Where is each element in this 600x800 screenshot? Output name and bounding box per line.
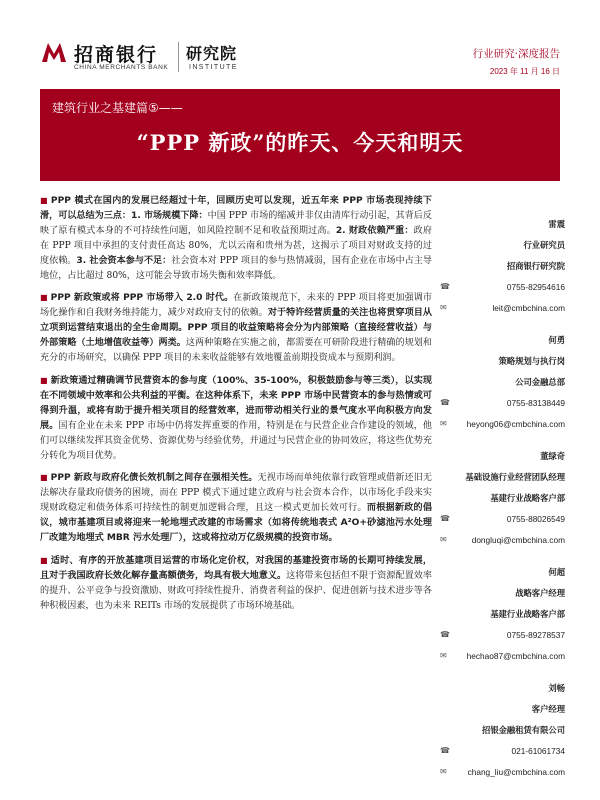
summary-paragraph: ■ PPP 新政与政府化债长效机制之间存在强相关性。无视市场而单纯依靠行政管理或借新还旧无法解决存量政府债务的困境，而在 PPP 模式下通过建立政府与社会资本合作，以市场化手段来实现财政稳定和债务体系可持续性的制更加逻辑合理，且这一模式更加长效可行。而根据新政的倡议，城市基建项目或将迎来一轮地埋式改建的市场需求（如将传统地表式 A²O+砂滤池污水处理厂改建为地埋式 MBR 污水处理厂），这或将拉动万亿级规模的投资市场。: [40, 473, 432, 544]
analyst-email[interactable]: ✉ heyong06@cmbchina.com: [440, 419, 565, 429]
phone-icon: ☎: [440, 398, 450, 407]
analyst-name: 何勇: [548, 335, 565, 345]
analyst-name: 董绿奇: [540, 451, 565, 461]
bullet-square-icon: ■: [40, 555, 48, 565]
bullet-square-icon: ■: [40, 473, 48, 483]
email-icon: ✉: [440, 419, 447, 428]
report-series: 建筑行业之基建篇⑤——: [52, 101, 183, 115]
analyst-phone: ☎ 0755-83138449: [440, 398, 565, 408]
email-icon: ✉: [440, 651, 447, 660]
bullet-square-icon: ■: [40, 293, 48, 303]
summary-body: [40, 194, 432, 622]
analyst-role: 行业研究员: [523, 240, 565, 250]
summary-paragraph: ■ 适时、有序的开放基建项目运营的市场化定价权，对我国的基建投资市场的长期可持续发展，且对于我国政府长效化解存量高额债务，均具有极大地意义。这将带来包括但不限于资源配置效率的提升、公平竞争与投资激励、财政可持续性提升、消费者利益的保护、促进创新与技术进步等各种积极因素，也为未来 REITs 市场的发展提供了市场环境基础。: [40, 555, 432, 611]
analyst-name: 雷震: [548, 219, 565, 229]
summary-paragraph: ■ PPP 模式在国内的发展已经超过十年，回顾历史可以发现，近五年来 PPP 市场表现持续下滑，可以总结为三点：1. 市场规模下降：中国 PPP 市场的缩减并非仅由清库行动引起，其背后反映了原有模式本身的不可持续性问题，如风险控制不足和收益预期过高。2. 财政依赖严重：政府在 PPP 项目中承担的支付责任高达 80%，尤以云南和贵州为甚，这揭示了项目对财政支持的过度依赖。3. 社会资本参与不足：社会资本对 PPP 项目的参与热情减弱，国有企业在市场中占主导地位，占比超过 80%，这可能会导致市场失衡和效率降低。: [40, 196, 432, 281]
analyst-card: [440, 450, 565, 546]
phone-icon: ☎: [440, 282, 450, 291]
institute-name-en: INSTITUTE: [189, 64, 238, 71]
analyst-role: 战略客户经理: [515, 588, 565, 598]
report-date: 2023 年 11 月 16 日: [489, 67, 560, 76]
summary-paragraph: ■ 新政策通过精确调节民营资本的参与度（100%、35-100%，积极鼓励参与等三类），以实现在不同领域中效率和公共利益的平衡。在这种体系下，未来 PPP 市场中民营资本的参与热情或可得到升温，或将有助于提升相关项目的经营效率，进而带动相关行业的景气度水平向积极方向发展。国有企业在未来 PPP 市场中仍将发挥重要的作用，特别是在与民营企业合作建设的领域，他们可以继续发挥其资金优势、资源优势与经验优势，并通过与民营企业的协同效应，将这些优势充分转化为项目优势。: [40, 375, 432, 461]
analyst-phone: ☎ 0755-89278537: [440, 630, 565, 640]
analyst-name: 刘畅: [548, 683, 565, 693]
analyst-email[interactable]: ✉ hechao87@cmbchina.com: [440, 651, 565, 661]
email-icon: ✉: [440, 767, 447, 776]
phone-icon: ☎: [440, 514, 450, 523]
brand-name-en: CHINA MERCHANTS BANK: [74, 64, 169, 71]
summary-paragraph: ■ PPP 新政策或将 PPP 市场带入 2.0 时代。在新政策规范下，未来的 PPP 项目将更加强调市场化操作和自我财务维持能力，减少对政府支付的依赖。对于特许经营质量的关注也将贯穿项目从立项到运营结束退出的全生命周期。PPP 项目的收益策略将会分为内部策略（直接经营收益）与外部策略（土地增值收益等）两类。这两种策略在实施之前，都需要在可研阶段进行精确的规划和充分的市场研究，以确保 PPP 项目的未来收益能够有效地覆盖前期投资成本与预期利润。: [40, 293, 433, 364]
analyst-role: 基础设施行业经营团队经理: [465, 472, 565, 482]
report-type: 行业研究·深度报告: [472, 48, 560, 60]
bullet-square-icon: ■: [40, 196, 48, 205]
analyst-card: [440, 566, 565, 662]
analyst-card: [440, 218, 565, 314]
institute-name: 研究院: [186, 44, 238, 63]
email-icon: ✉: [440, 535, 447, 544]
logo-divider: [178, 42, 179, 72]
analyst-name: 何超: [548, 567, 565, 577]
analyst-dept: 基建行业战略客户部: [490, 493, 565, 503]
analyst-dept: 公司金融总部: [515, 377, 565, 387]
cmb-logo-icon: [40, 40, 68, 64]
bullet-square-icon: ■: [40, 375, 48, 385]
analyst-role: 客户经理: [531, 704, 565, 714]
analyst-email[interactable]: ✉ dongluqi@cmbchina.com: [440, 535, 565, 545]
analyst-email[interactable]: ✉ chang_liu@cmbchina.com: [440, 767, 565, 777]
title-banner: [40, 89, 560, 181]
analyst-dept: 基建行业战略客户部: [490, 609, 565, 619]
phone-icon: ☎: [440, 746, 450, 755]
analyst-dept: 招商银行研究院: [506, 261, 565, 271]
phone-icon: ☎: [440, 630, 450, 639]
report-title: “PPP 新政”的昨天、今天和明天: [136, 130, 464, 155]
analyst-role: 策略规划与执行岗: [498, 356, 565, 366]
email-icon: ✉: [440, 303, 447, 312]
analyst-phone: ☎ 0755-82954616: [440, 282, 565, 292]
analyst-phone: ☎ 0755-88026549: [440, 514, 565, 524]
analyst-card: [440, 334, 565, 430]
brand-name: 招商银行: [74, 44, 159, 66]
analyst-card: [440, 682, 565, 778]
analyst-sidebar: [440, 218, 565, 798]
analyst-email[interactable]: ✉ leit@cmbchina.com: [440, 303, 565, 313]
page-header: [0, 0, 600, 88]
analyst-phone: ☎ 021-61061734: [440, 746, 565, 756]
analyst-dept: 招银金融租赁有限公司: [482, 725, 565, 735]
